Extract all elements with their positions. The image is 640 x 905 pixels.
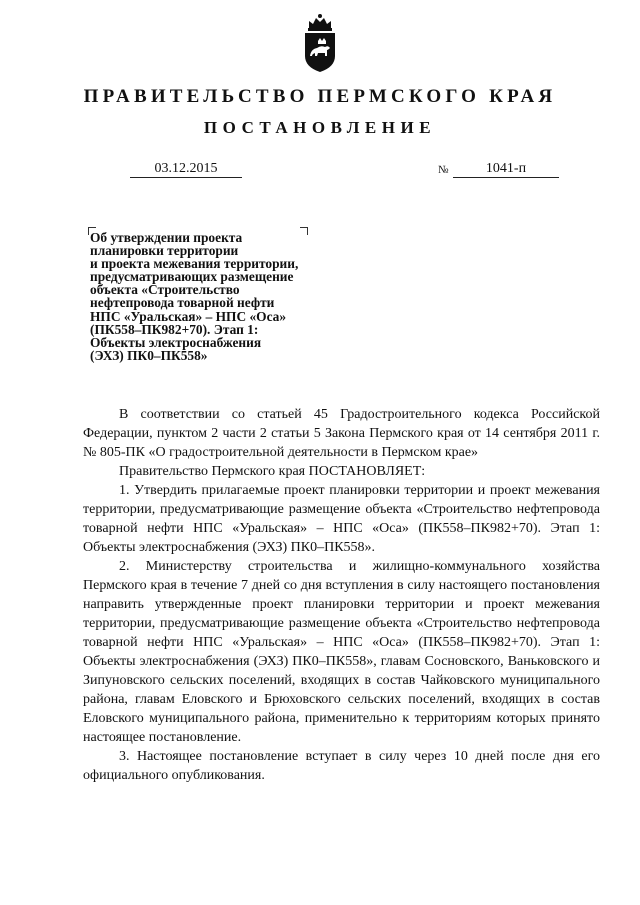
- document-body: [83, 405, 600, 785]
- clause-2: 2. Министерству строительства и жилищно-коммунального хозяйства Пермского края в течение 7 дней со дня вступления в силу настоящего постановления направить утвержденные проект планировки территории и проект межевания территории, предусматривающие размещение объекта «Строительство нефтепровода товарной нефти НПС «Уральская» – НПС «Оса» (ПК558–ПК982+70). Этап 1: Объекты электроснабжения (ЭХЗ) ПК0–ПК558», главам Сосновского, Ваньковского и Зипуновского сельских поселений, входящих в состав Чайковского муниципального района, главам Еловского и Брюховского сельских поселений, входящих в состав Еловского муниципального района, применительно к территориям которых принято настоящее постановление.: [83, 559, 600, 745]
- subject-line: предусматривающих размещение: [90, 269, 294, 285]
- subject-line: объекта «Строительство: [90, 282, 240, 298]
- clause-3: 3. Настоящее постановление вступает в силу через 10 дней после дня его официального опубликования.: [83, 749, 600, 783]
- subject-line: и проекта межевания территории,: [90, 256, 299, 272]
- coat-of-arms-icon: [301, 12, 339, 74]
- subject-line: НПС «Уральская» – НПС «Оса»: [90, 308, 287, 324]
- document-subject: [90, 231, 340, 362]
- number-sign: №: [438, 164, 449, 176]
- document-date: 03.12.2015: [130, 160, 242, 178]
- document-type: ПОСТАНОВЛЕНИЕ: [203, 118, 437, 137]
- clause-1: 1. Утвердить прилагаемые проект планировки территории и проект межевания территории, предусматривающие размещение объекта «Строительство нефтепровода товарной нефти НПС «Уральская» – НПС «Оса» (ПК558–ПК982+70). Этап 1: Объекты электроснабжения (ЭХЗ) ПК0–ПК558».: [83, 483, 600, 555]
- subject-line: (ПК558–ПК982+70). Этап 1:: [90, 321, 259, 337]
- resolution-statement: Правительство Пермского края ПОСТАНОВЛЯЕТ:: [119, 464, 426, 479]
- subject-line: нефтепровода товарной нефти: [90, 295, 275, 311]
- document-number: 1041-п: [453, 160, 559, 178]
- subject-line: Объекты электроснабжения: [90, 334, 262, 350]
- subject-line: планировки территории: [90, 243, 239, 259]
- subject-line: Об утверждении проекта: [90, 230, 243, 245]
- subject-line: (ЭХЗ) ПК0–ПК558»: [90, 347, 208, 363]
- government-title: ПРАВИТЕЛЬСТВО ПЕРМСКОГО КРАЯ: [83, 86, 557, 107]
- preamble-paragraph: В соответствии со статьей 45 Градостроительного кодекса Российской Федерации, пунктом 2 части 2 статьи 5 Закона Пермского края от 14 сентября 2011 г. № 805-ПК «О градостроительной деятельности в Пермском крае»: [83, 407, 600, 460]
